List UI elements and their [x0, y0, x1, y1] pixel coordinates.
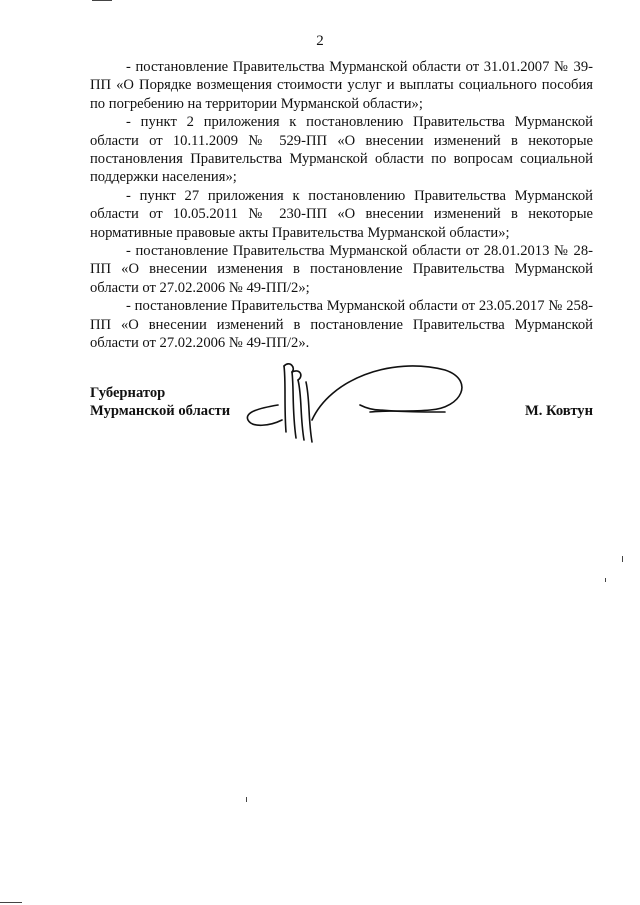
page-number: 2 [316, 33, 324, 49]
document-body [90, 58, 593, 353]
scan-mark [622, 556, 623, 562]
scan-mark [0, 902, 22, 903]
signatory-title-line1: Губернатор [90, 385, 166, 401]
list-item: - пункт 2 приложения к постановлению Правительства Мурманской области от 10.11.2009 № 529-ПП «О внесении изменений в некоторые постановления Правительства Мурманской области по вопросам социальной поддержки населения»; [90, 114, 593, 186]
handwritten-signature-icon [240, 360, 470, 452]
signatory-name: М. Ковтун [524, 403, 593, 419]
list-item: - пункт 27 приложения к постановлению Правительства Мурманской области от 10.05.2011 № 230-ПП «О внесении изменений в некоторые нормативные правовые акты Правительства Мурманской области»; [90, 187, 593, 241]
signatory-title [90, 384, 230, 420]
scan-mark [246, 797, 247, 802]
scan-mark [605, 578, 606, 582]
list-item: - постановление Правительства Мурманской области от 23.05.2017 № 258-ПП «О внесении изменений в постановление Правительства Мурманской области от 27.02.2006 № 49-ПП/2». [90, 298, 593, 352]
list-item: - постановление Правительства Мурманской области от 28.01.2013 № 28-ПП «О внесении изменения в постановление Правительства Мурманской области от 27.02.2006 № 49-ПП/2»; [90, 243, 593, 296]
signatory-title-line2: Мурманской области [90, 403, 231, 419]
scan-mark [92, 0, 112, 1]
list-item: - постановление Правительства Мурманской области от 31.01.2007 № 39-ПП «О Порядке возмещения стоимости услуг и выплаты социального пособия по погребению на территории Мурманской области»; [90, 59, 593, 112]
signature-block [90, 360, 593, 460]
